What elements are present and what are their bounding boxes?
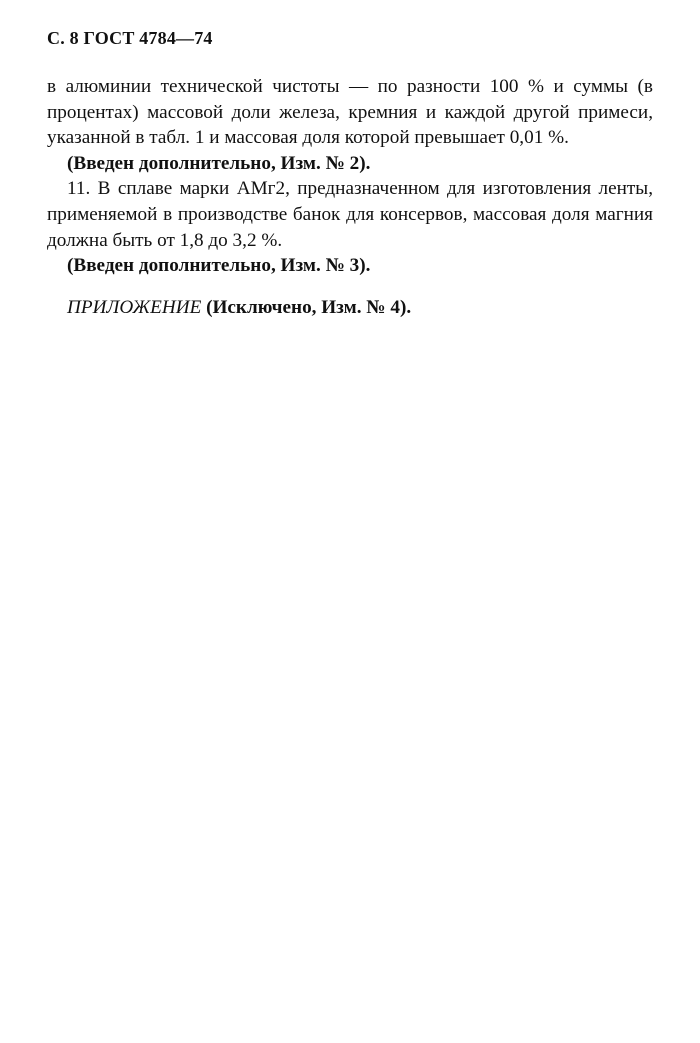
amendment-note-2: (Введен дополнительно, Изм. № 2). xyxy=(67,152,371,174)
appendix-line xyxy=(47,295,653,321)
paragraph-item-11: 11. В сплаве марки АМг2, предназначенном для изготовления ленты, применяемой в производстве банок для консервов, массовая доля магния должна быть от 1,8 до 3,2 %. xyxy=(47,178,653,251)
appendix-title: ПРИЛОЖЕНИЕ xyxy=(67,296,202,318)
document-body xyxy=(47,74,653,320)
page-header: С. 8 ГОСТ 4784—74 xyxy=(47,28,213,48)
paragraph-aluminium-purity: в алюминии технической чистоты — по разности 100 % и суммы (в процентах) массовой доли железа, кремния и каждой другой примеси, указанной в табл. 1 и массовая доля которой превышает 0,01 %. xyxy=(47,76,653,149)
amendment-note-3: (Введен дополнительно, Изм. № 3). xyxy=(67,255,371,277)
appendix-status: (Исключено, Изм. № 4). xyxy=(206,296,412,318)
